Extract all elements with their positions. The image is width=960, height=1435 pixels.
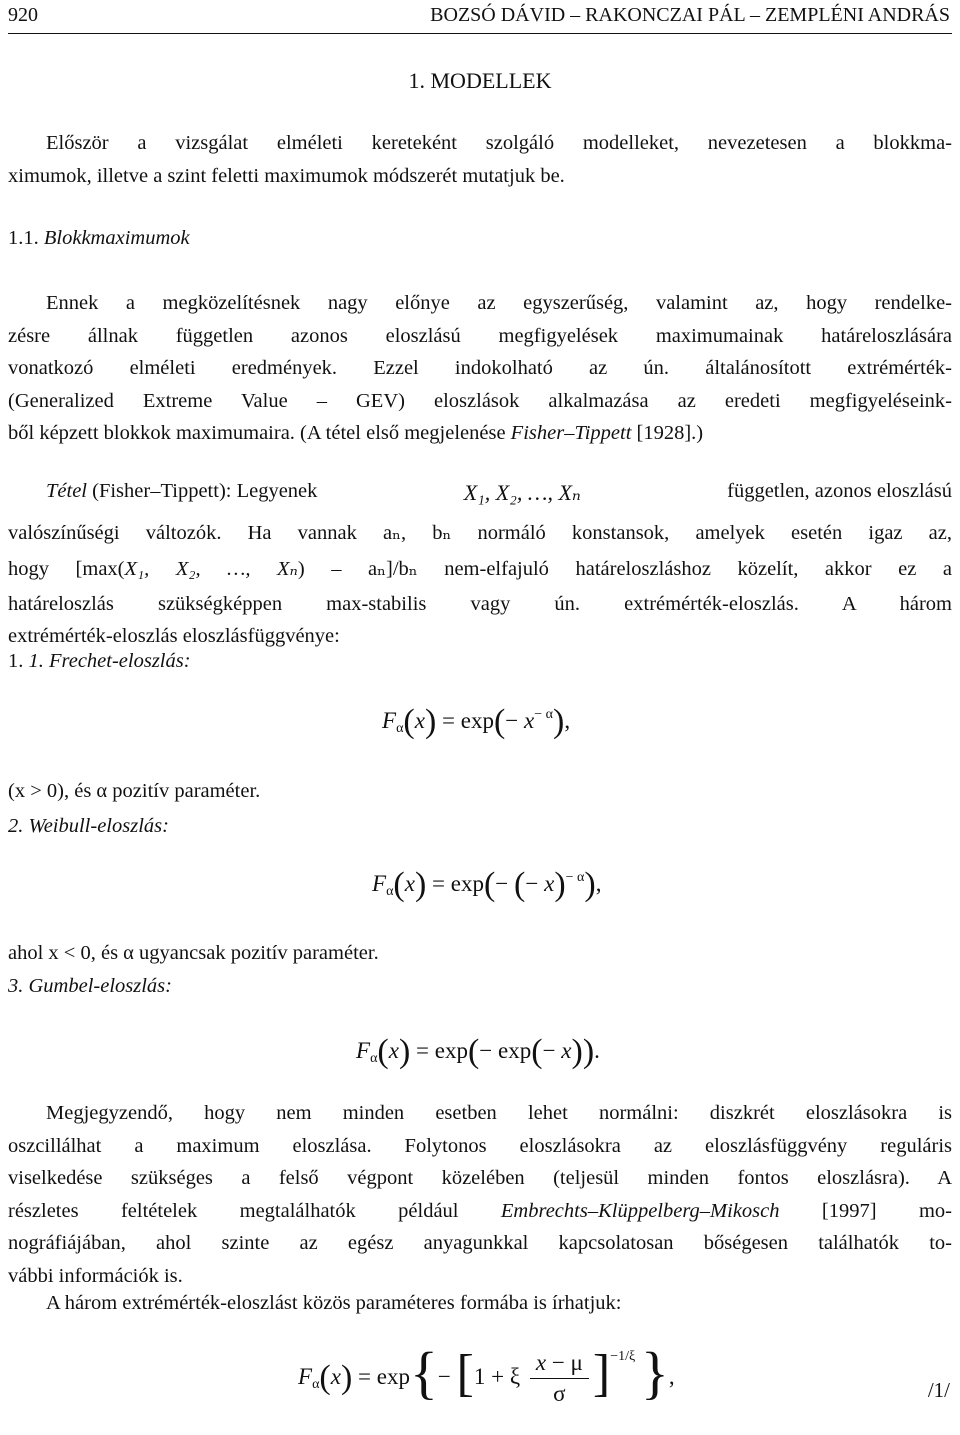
para1-line-2: zésre állnak független azonos eloszlású megfigyelések maximumainak határeloszlására <box>8 324 952 347</box>
para2-line-2: oszcillálhat a maximum eloszlása. Folytonos eloszlásokra az eloszlásfüggvény reguláris <box>8 1134 952 1157</box>
theorem-body <box>8 517 952 653</box>
header-rule <box>8 33 952 34</box>
paragraph-blokkmaximumok <box>8 287 952 450</box>
para2-line-4: részletes feltételek megtalálhatók például Embrechts–Klüppelberg–Mikosch [1997] mo- <box>8 1199 952 1222</box>
subsection-title: Blokkmaximumok <box>43 227 190 249</box>
paragraph-megjegyzes <box>8 1097 952 1293</box>
frechet-label-text: 1. Frechet-eloszlás: <box>28 650 191 672</box>
theorem-line-3-vars: X₁, X₂, …, Xₙ <box>124 557 298 580</box>
gev-formula: $F_\alpha(x) = \exp\{- [1 + \xi$ $\frac{x - \mu}{\sigma}$ ]$^{-1/\xi}$ }, <box>298 1339 675 1406</box>
theorem-variables: X₁, X₂, …, Xₙ <box>463 480 581 505</box>
para1-line-3: vonatkozó elméleti eredmények. Ezzel indokolható az ún. általánosított extrémérték- <box>8 357 952 380</box>
para1-line-4: (Generalized Extreme Value – GEV) eloszlások alkalmazása az eredeti megfigyeléseink- <box>8 389 952 412</box>
equation-number: /1/ <box>927 1378 950 1402</box>
section-title: 1. MODELLEK <box>408 68 552 93</box>
weibull-label-text: 2. Weibull-eloszlás: <box>8 815 169 837</box>
citation-fisher-tippett: Fisher–Tippett <box>510 422 632 445</box>
theorem-line-1 <box>46 480 952 506</box>
para2-line-3: viselkedése szükséges a felső végpont közelében (teljesül minden fontos eloszlásra). A <box>8 1167 952 1190</box>
gumbel-formula: $F_\alpha(x) = \exp(- \exp(- x))$. <box>356 1033 600 1070</box>
weibull-condition: ahol x < 0, és α ugyancsak pozitív paraméter. <box>8 942 379 964</box>
citation-embrechts: Embrechts–Klüppelberg–Mikosch <box>500 1199 780 1222</box>
frechet-formula: $F_\alpha(x) = \exp(- x^{- \alpha})$, <box>382 703 571 740</box>
para2-line-5: nográfiájában, ahol szinte az egész anyagunkkal kapcsolatosan bőségesen találhatók to- <box>8 1232 952 1255</box>
para2-line-6: vábbi információk is. <box>8 1264 183 1287</box>
weibull-label <box>8 815 169 838</box>
theorem-line-1-end: független, azonos eloszlású <box>727 480 952 502</box>
frechet-label: 1. 1. Frechet-eloszlás: <box>8 650 191 672</box>
theorem-label: Tétel <box>46 480 87 502</box>
intro-paragraph <box>8 127 952 192</box>
theorem-name: (Fisher–Tippett): Legyenek <box>92 480 318 502</box>
subsection-heading <box>8 227 190 250</box>
subsection-number: 1.1. <box>8 227 39 249</box>
para1-line-1: Ennek a megközelítésnek nagy előnye az egyszerűség, valamint az, hogy rendelke- <box>46 292 952 314</box>
intro-line-2: ximumok, illetve a szint feletti maximumok módszerét mutatjuk be. <box>8 164 565 187</box>
theorem-line-5: extrémérték-eloszlás eloszlásfüggvénye: <box>8 625 340 648</box>
page-number: 920 <box>8 4 38 26</box>
para1-line-5: ből képzett blokkok maximumaira. (A tétel első megjelenése Fisher–Tippett [1928].) <box>8 422 704 445</box>
paragraph-kozos-forma: A három extrémérték-eloszlást közös paraméteres formába is írhatjuk: <box>46 1292 622 1314</box>
theorem-line-2: valószínűségi változók. Ha vannak aₙ, bₙ normáló konstansok, amelyek esetén igaz az, <box>8 522 952 544</box>
frechet-condition: (x > 0), és α pozitív paraméter. <box>8 780 261 802</box>
gumbel-label-text: 3. Gumbel-eloszlás: <box>8 975 172 997</box>
gumbel-label <box>8 975 172 998</box>
running-header-authors: BOZSÓ DÁVID – RAKONCZAI PÁL – ZEMPLÉNI ANDRÁS <box>430 4 950 26</box>
weibull-formula: $F_\alpha(x) = \exp(-$ (− x)$^{- \alpha}$), <box>372 866 602 903</box>
theorem-line-4: határeloszlás szükségképpen max-stabilis vagy ún. extrémérték-eloszlás. A három <box>8 592 952 615</box>
intro-line-1: Először a vizsgálat elméleti kereteként szolgáló modelleket, nevezetesen a blokkma- <box>46 132 952 154</box>
theorem-line-3: hogy [max(X₁, X₂, …, Xₙ) – aₙ]/bₙ nem-elfajuló határeloszláshoz közelít, akkor ez a <box>8 557 953 580</box>
para2-line-1: Megjegyzendő, hogy nem minden esetben lehet normálni: diszkrét eloszlásokra is <box>46 1102 952 1124</box>
